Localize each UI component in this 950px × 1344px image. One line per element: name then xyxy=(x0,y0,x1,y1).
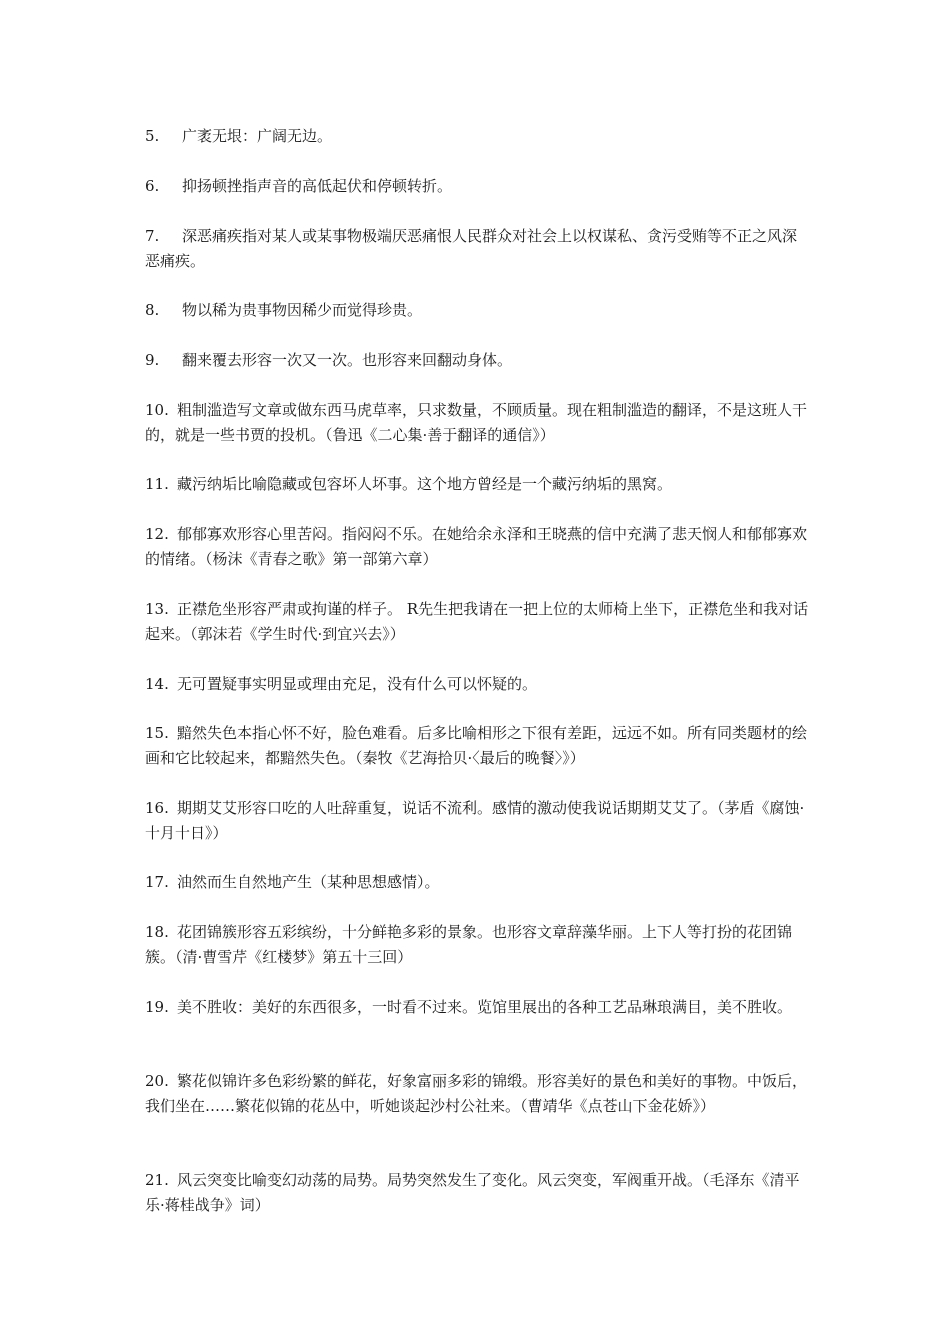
item-text: 藏污纳垢比喻隐藏或包容坏人坏事。这个地方曾经是一个藏污纳垢的黑窝。 xyxy=(177,475,673,493)
item-number: 6. xyxy=(145,177,160,195)
item-number: 12. xyxy=(145,525,169,543)
list-item xyxy=(145,796,810,846)
list-item xyxy=(145,224,810,274)
item-text: 繁花似锦许多色彩纷繁的鲜花，好象富丽多彩的锦缎。形容美好的景色和美好的事物。中饭后，我们坐在……繁花似锦的花丛中，听她谈起沙村公社来。（曹靖华《点苍山下金花娇》） xyxy=(145,1072,808,1115)
item-number: 16. xyxy=(145,799,169,817)
item-text: 美不胜收：美好的东西很多，一时看不过来。览馆里展出的各种工艺品琳琅满目，美不胜收。 xyxy=(177,998,793,1016)
list-item xyxy=(145,1168,810,1218)
item-number: 9. xyxy=(145,351,160,369)
item-number: 10. xyxy=(145,401,169,419)
list-item xyxy=(145,398,810,448)
item-number: 17. xyxy=(145,873,169,891)
item-text: 油然而生自然地产生（某种思想感情）。 xyxy=(177,873,440,891)
list-item xyxy=(145,348,810,373)
item-number: 21. xyxy=(145,1171,169,1189)
list-item xyxy=(145,721,810,771)
list-item xyxy=(145,124,810,149)
list-item xyxy=(145,870,810,895)
item-text: 广袤无垠：广阔无边。 xyxy=(182,127,333,145)
item-text: 郁郁寡欢形容心里苦闷。指闷闷不乐。在她给余永泽和王晓燕的信中充满了悲天悯人和郁郁寡欢的情绪。（杨沫《青春之歌》第一部第六章） xyxy=(145,525,808,568)
item-number: 20. xyxy=(145,1072,169,1090)
list-item xyxy=(145,472,810,497)
item-text: 正襟危坐形容严肃或拘谨的样子。 R先生把我请在一把上位的太师椅上坐下，正襟危坐和我对话起来。（郭沫若《学生时代·到宜兴去》） xyxy=(145,600,809,643)
item-text: 翻来覆去形容一次又一次。也形容来回翻动身体。 xyxy=(182,351,513,369)
list-item xyxy=(145,597,810,647)
item-text: 抑扬顿挫指声音的高低起伏和停顿转折。 xyxy=(182,177,453,195)
item-number: 13. xyxy=(145,600,169,618)
list-item xyxy=(145,522,810,572)
item-number: 8. xyxy=(145,301,160,319)
item-number: 19. xyxy=(145,998,169,1016)
item-number: 18. xyxy=(145,923,169,941)
item-number: 15. xyxy=(145,724,169,742)
item-text: 粗制滥造写文章或做东西马虎草率，只求数量，不顾质量。现在粗制滥造的翻译，不是这班人干的，就是一些书贾的投机。（鲁迅《二心集·善于翻译的通信》） xyxy=(145,401,808,444)
item-text: 期期艾艾形容口吃的人吐辞重复，说话不流利。感情的激动使我说话期期艾艾了。（茅盾《腐蚀·十月十日》） xyxy=(145,799,805,842)
item-text: 花团锦簇形容五彩缤纷，十分鲜艳多彩的景象。也形容文章辞藻华丽。上下人等打扮的花团锦簇。（清·曹雪芹《红楼梦》第五十三回） xyxy=(145,923,793,966)
list-item xyxy=(145,1069,810,1119)
item-number: 11. xyxy=(145,475,169,493)
item-number: 14. xyxy=(145,675,169,693)
list-item xyxy=(145,174,810,199)
item-text: 风云突变比喻变幻动荡的局势。局势突然发生了变化。风云突变，军阀重开战。（毛泽东《清平乐·蒋桂战争》词） xyxy=(145,1171,800,1214)
list-item xyxy=(145,920,810,970)
list-item xyxy=(145,672,810,697)
item-text: 黯然失色本指心怀不好，脸色难看。后多比喻相形之下很有差距，远远不如。所有同类题材的绘画和它比较起来，都黯然失色。（秦牧《艺海拾贝·〈最后的晚餐〉》） xyxy=(145,724,808,767)
item-number: 5. xyxy=(145,127,160,145)
item-text: 深恶痛疾指对某人或某事物极端厌恶痛恨人民群众对社会上以权谋私、贪污受贿等不正之风深恶痛疾。 xyxy=(145,227,798,270)
list-item xyxy=(145,995,810,1020)
item-text: 无可置疑事实明显或理由充足，没有什么可以怀疑的。 xyxy=(177,675,538,693)
item-number: 7. xyxy=(145,227,160,245)
list-item xyxy=(145,298,810,323)
item-text: 物以稀为贵事物因稀少而觉得珍贵。 xyxy=(182,301,423,319)
